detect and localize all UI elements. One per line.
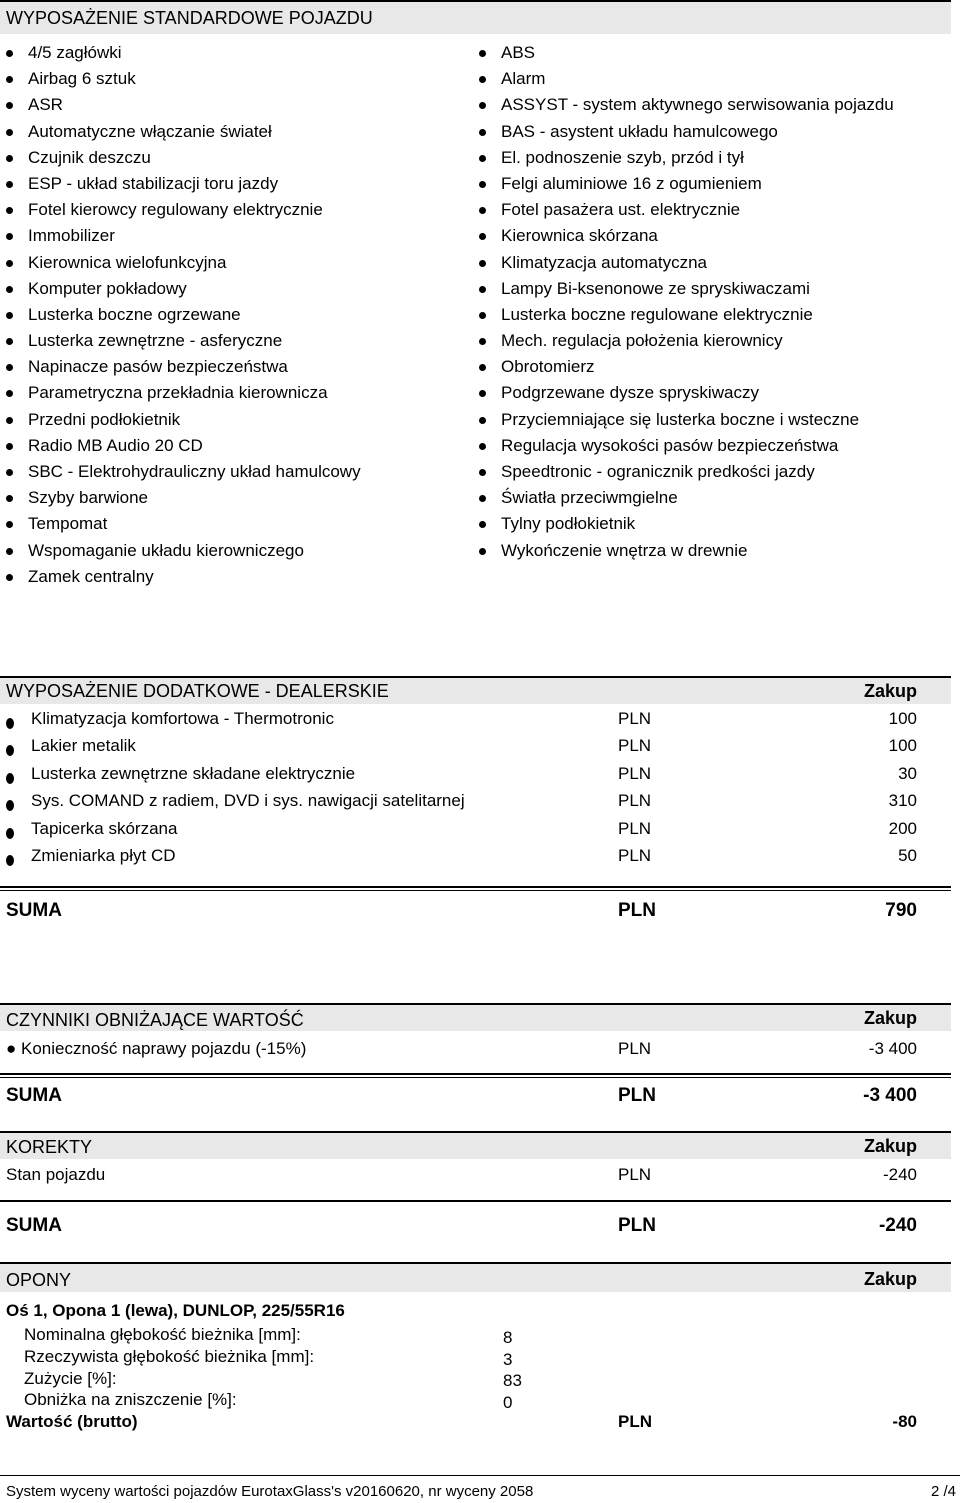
list-item-label: Regulacja wysokości pasów bezpieczeństwa: [501, 435, 839, 455]
item-value: 310: [888, 791, 917, 811]
bullet-icon: [6, 417, 13, 424]
page-footer: [0, 1475, 960, 1500]
list-item-label: Napinacze pasów bezpieczeństwa: [28, 357, 288, 377]
tyres-title: OPONY: [6, 1270, 72, 1290]
bullet-icon: [479, 102, 486, 109]
reducing-title: CZYNNIKI OBNIŻAJĄCE WARTOŚĆ: [6, 1010, 304, 1030]
corrections-header: [0, 1131, 951, 1159]
list-item: [473, 197, 894, 223]
item-currency: PLN: [618, 791, 652, 811]
sum-value: 790: [885, 900, 917, 921]
list-item: [473, 171, 894, 197]
bullet-icon: [6, 390, 13, 397]
list-item: [473, 511, 894, 537]
bullet-icon: [6, 76, 13, 83]
sum-value: -3 400: [863, 1085, 917, 1106]
list-item-label: Parametryczna przekładnia kierownicza: [28, 383, 328, 403]
corrections-title: KOREKTY: [6, 1137, 93, 1157]
corrections-item-name: Stan pojazdu: [6, 1165, 106, 1184]
sum-label: SUMA: [6, 1215, 62, 1236]
list-item-label: Czujnik deszczu: [28, 147, 151, 167]
sum-currency: PLN: [618, 1085, 656, 1106]
tyres-header: [0, 1262, 951, 1292]
list-item: [0, 250, 361, 276]
list-item: [0, 171, 361, 197]
list-item-label: Wykończenie wnętrza w drewnie: [501, 540, 748, 560]
bullet-icon: [479, 50, 486, 57]
list-item-label: Zamek centralny: [28, 566, 154, 586]
item-currency: PLN: [618, 763, 652, 783]
list-item-label: Wspomaganie układu kierowniczego: [28, 540, 304, 560]
bullet-icon: [479, 338, 486, 345]
item-value: 30: [898, 763, 917, 783]
tyre-label: Obniżka na zniszczenie [%]:: [24, 1390, 237, 1409]
list-item: [0, 511, 361, 537]
reducing-item-value: -3 400: [868, 1039, 917, 1058]
list-item-label: Airbag 6 sztuk: [28, 69, 136, 89]
standard-left-list: [0, 40, 361, 590]
list-item: [473, 40, 894, 66]
list-item: [0, 145, 361, 171]
table-row: [0, 709, 951, 736]
item-name: Sys. COMAND z radiem, DVD i sys. nawigacji satelitarnej: [31, 791, 465, 811]
bullet-icon: [6, 521, 13, 528]
reducing-zakup: Zakup: [863, 1008, 917, 1028]
bullet-icon: [6, 181, 13, 188]
list-item-label: BAS - asystent układu hamulcowego: [501, 121, 778, 141]
tyres-zakup: Zakup: [863, 1269, 917, 1289]
list-item-label: El. podnoszenie szyb, przód i tył: [501, 147, 744, 167]
list-item-label: ABS: [501, 43, 536, 62]
footer-text: System wyceny wartości pojazdów EurotaxGlass's v20160620, nr wyceny 2058: [6, 1483, 534, 1500]
list-item: [0, 40, 361, 66]
page-number: 2 /4: [930, 1483, 956, 1500]
tyre-label: Zużycie [%]:: [24, 1369, 117, 1388]
dealer-zakup: Zakup: [863, 681, 917, 701]
item-value: 100: [888, 709, 917, 728]
bullet-icon: [6, 828, 14, 839]
dealer-header: [0, 676, 951, 704]
bullet-icon: [6, 718, 14, 729]
list-item: [473, 538, 894, 564]
item-name: Tapicerka skórzana: [31, 818, 178, 838]
list-item: [0, 564, 361, 590]
bullet-icon: [479, 260, 486, 267]
list-item: [0, 119, 361, 145]
bullet-icon: [6, 260, 13, 267]
bullet-icon: [6, 745, 14, 756]
table-row: [0, 764, 951, 791]
list-item: [0, 485, 361, 511]
bullet-icon: [6, 155, 13, 162]
reducing-item-currency: PLN: [618, 1039, 652, 1058]
list-item: [0, 276, 361, 302]
standard-title: WYPOSAŻENIE STANDARDOWE POJAZDU: [6, 8, 373, 28]
list-item-label: 4/5 zagłówki: [28, 43, 122, 62]
list-item: [0, 354, 361, 380]
list-item: [473, 66, 894, 92]
list-item-label: ASR: [28, 95, 63, 115]
tyre-value: 8: [503, 1328, 513, 1347]
list-item-label: Lampy Bi-ksenonowe ze spryskiwaczami: [501, 278, 810, 298]
bullet-icon: [6, 548, 13, 555]
list-item-label: Fotel kierowcy regulowany elektrycznie: [28, 200, 323, 220]
tyre-value: 3: [503, 1350, 513, 1369]
bullet-icon: [6, 338, 13, 345]
bullet-icon: [6, 129, 13, 136]
bullet-icon: [6, 773, 14, 784]
list-item: [473, 223, 894, 249]
bullet-icon: [479, 233, 486, 240]
reducing-item: [0, 1039, 951, 1066]
list-item-label: Immobilizer: [28, 226, 115, 246]
list-item: [473, 354, 894, 380]
table-row: [0, 736, 951, 763]
list-item: [0, 92, 361, 118]
list-item: [0, 223, 361, 249]
standard-header: [0, 0, 951, 34]
list-item-label: Obrotomierz: [501, 357, 595, 377]
list-item-label: Przyciemniające się lusterka boczne i wsteczne: [501, 409, 860, 429]
list-item-label: Felgi aluminiowe 16 z ogumieniem: [501, 173, 762, 193]
table-row: [0, 846, 951, 873]
list-item-label: Światła przeciwmgielne: [501, 488, 678, 508]
list-item-label: SBC - Elektrohydrauliczny układ hamulcowy: [28, 462, 361, 481]
list-item: [0, 302, 361, 328]
item-value: 100: [888, 736, 917, 756]
sum-currency: PLN: [618, 1215, 656, 1236]
bullet-icon: [6, 50, 13, 57]
list-item-label: Klimatyzacja automatyczna: [501, 252, 707, 272]
bullet-icon: [479, 495, 486, 502]
divider: [0, 886, 951, 888]
corrections-zakup: Zakup: [863, 1136, 917, 1156]
item-name: Lakier metalik: [31, 736, 136, 756]
list-item-label: Kierownica wielofunkcyjna: [28, 252, 227, 272]
list-item-label: Speedtronic - ogranicznik predkości jazdy: [501, 462, 815, 481]
bullet-icon: [479, 390, 486, 397]
bullet-icon: [6, 207, 13, 214]
list-item: [473, 485, 894, 511]
list-item: [473, 459, 894, 485]
list-item: [473, 119, 894, 145]
list-item: [473, 433, 894, 459]
item-name: Klimatyzacja komfortowa - Thermotronic: [31, 709, 334, 728]
tyre-label: Rzeczywista głębokość bieżnika [mm]:: [24, 1347, 315, 1366]
corrections-item-value: -240: [882, 1165, 917, 1184]
list-item: [473, 380, 894, 406]
table-row: [0, 791, 951, 818]
bullet-icon: [6, 469, 13, 476]
item-currency: PLN: [618, 709, 652, 728]
sum-label: SUMA: [6, 900, 62, 921]
list-item-label: ASSYST - system aktywnego serwisowania pojazdu: [501, 95, 894, 115]
list-item-label: Kierownica skórzana: [501, 226, 658, 246]
list-item: [0, 433, 361, 459]
list-item-label: Komputer pokładowy: [28, 278, 187, 298]
bullet-icon: [479, 443, 486, 450]
bullet-icon: [6, 443, 13, 450]
bullet-icon: [479, 207, 486, 214]
list-item-label: ESP - układ stabilizacji toru jazdy: [28, 173, 279, 193]
list-item-label: Fotel pasażera ust. elektrycznie: [501, 200, 741, 220]
list-item: [0, 459, 361, 485]
tyre-value: 83: [503, 1371, 522, 1390]
bullet-icon: [479, 129, 486, 136]
reducing-header: [0, 1003, 951, 1031]
list-item: [473, 302, 894, 328]
sum-value: -240: [878, 1215, 917, 1236]
standard-right-list: [473, 40, 894, 564]
list-item: [473, 328, 894, 354]
divider: [0, 1073, 951, 1075]
list-item-label: Lusterka boczne regulowane elektrycznie: [501, 304, 813, 324]
bullet-icon: [479, 521, 486, 528]
list-item: [473, 92, 894, 118]
item-currency: PLN: [618, 818, 652, 838]
tyre-label: Nominalna głębokość bieżnika [mm]:: [24, 1325, 301, 1344]
list-item-label: Tylny podłokietnik: [501, 514, 636, 534]
list-item: [0, 197, 361, 223]
bullet-icon: [6, 233, 13, 240]
list-item-label: Szyby barwione: [28, 488, 149, 508]
list-item: [0, 66, 361, 92]
tyre-value-currency: PLN: [618, 1412, 652, 1431]
reducing-item-name: ● Konieczność naprawy pojazdu (-15%): [6, 1039, 307, 1058]
bullet-icon: [6, 312, 13, 319]
bullet-icon: [6, 855, 14, 866]
bullet-icon: [479, 312, 486, 319]
list-item-label: Automatyczne włączanie świateł: [28, 121, 272, 141]
bullet-icon: [6, 495, 13, 502]
list-item-label: Tempomat: [28, 514, 108, 534]
bullet-icon: [6, 286, 13, 293]
list-item-label: Podgrzewane dysze spryskiwaczy: [501, 383, 759, 403]
dealer-title: WYPOSAŻENIE DODATKOWE - DEALERSKIE: [6, 681, 389, 701]
tyre-value-label: Wartość (brutto): [6, 1412, 138, 1431]
sum-currency: PLN: [618, 900, 656, 921]
bullet-icon: [479, 286, 486, 293]
bullet-icon: [6, 364, 13, 371]
bullet-icon: [479, 155, 486, 162]
list-item-label: Lusterka zewnętrzne - asferyczne: [28, 331, 283, 351]
divider: [0, 1077, 951, 1078]
item-name: Zmieniarka płyt CD: [31, 846, 176, 865]
list-item: [0, 407, 361, 433]
list-item-label: Alarm: [501, 69, 546, 89]
bullet-icon: [479, 181, 486, 188]
item-currency: PLN: [618, 736, 652, 756]
list-item: [0, 380, 361, 406]
list-item: [0, 328, 361, 354]
list-item: [473, 407, 894, 433]
corrections-item: [0, 1165, 951, 1192]
list-item: [0, 538, 361, 564]
item-name: Lusterka zewnętrzne składane elektrycznie: [31, 763, 356, 783]
bullet-icon: [6, 574, 13, 581]
bullet-icon: [479, 417, 486, 424]
divider: [0, 1200, 951, 1202]
corrections-item-currency: PLN: [618, 1165, 652, 1184]
list-item-label: Radio MB Audio 20 CD: [28, 435, 203, 455]
list-item-label: Lusterka boczne ogrzewane: [28, 304, 241, 324]
list-item-label: Mech. regulacja położenia kierownicy: [501, 331, 783, 351]
tyre-axle: Oś 1, Opona 1 (lewa), DUNLOP, 225/55R16: [6, 1301, 345, 1320]
tyre-value: 0: [503, 1393, 513, 1412]
sum-label: SUMA: [6, 1085, 62, 1106]
bullet-icon: [479, 548, 486, 555]
bullet-icon: [479, 76, 486, 83]
bullet-icon: [479, 364, 486, 371]
list-item: [473, 145, 894, 171]
list-item-label: Przedni podłokietnik: [28, 409, 181, 429]
list-item: [473, 250, 894, 276]
item-value: 50: [898, 846, 917, 865]
bullet-icon: [6, 102, 13, 109]
divider: [0, 890, 951, 891]
table-row: [0, 819, 951, 846]
tyre-value-amount: -80: [892, 1412, 917, 1431]
item-currency: PLN: [618, 846, 652, 865]
list-item: [473, 276, 894, 302]
bullet-icon: [6, 800, 14, 811]
item-value: 200: [888, 818, 917, 838]
bullet-icon: [479, 469, 486, 476]
